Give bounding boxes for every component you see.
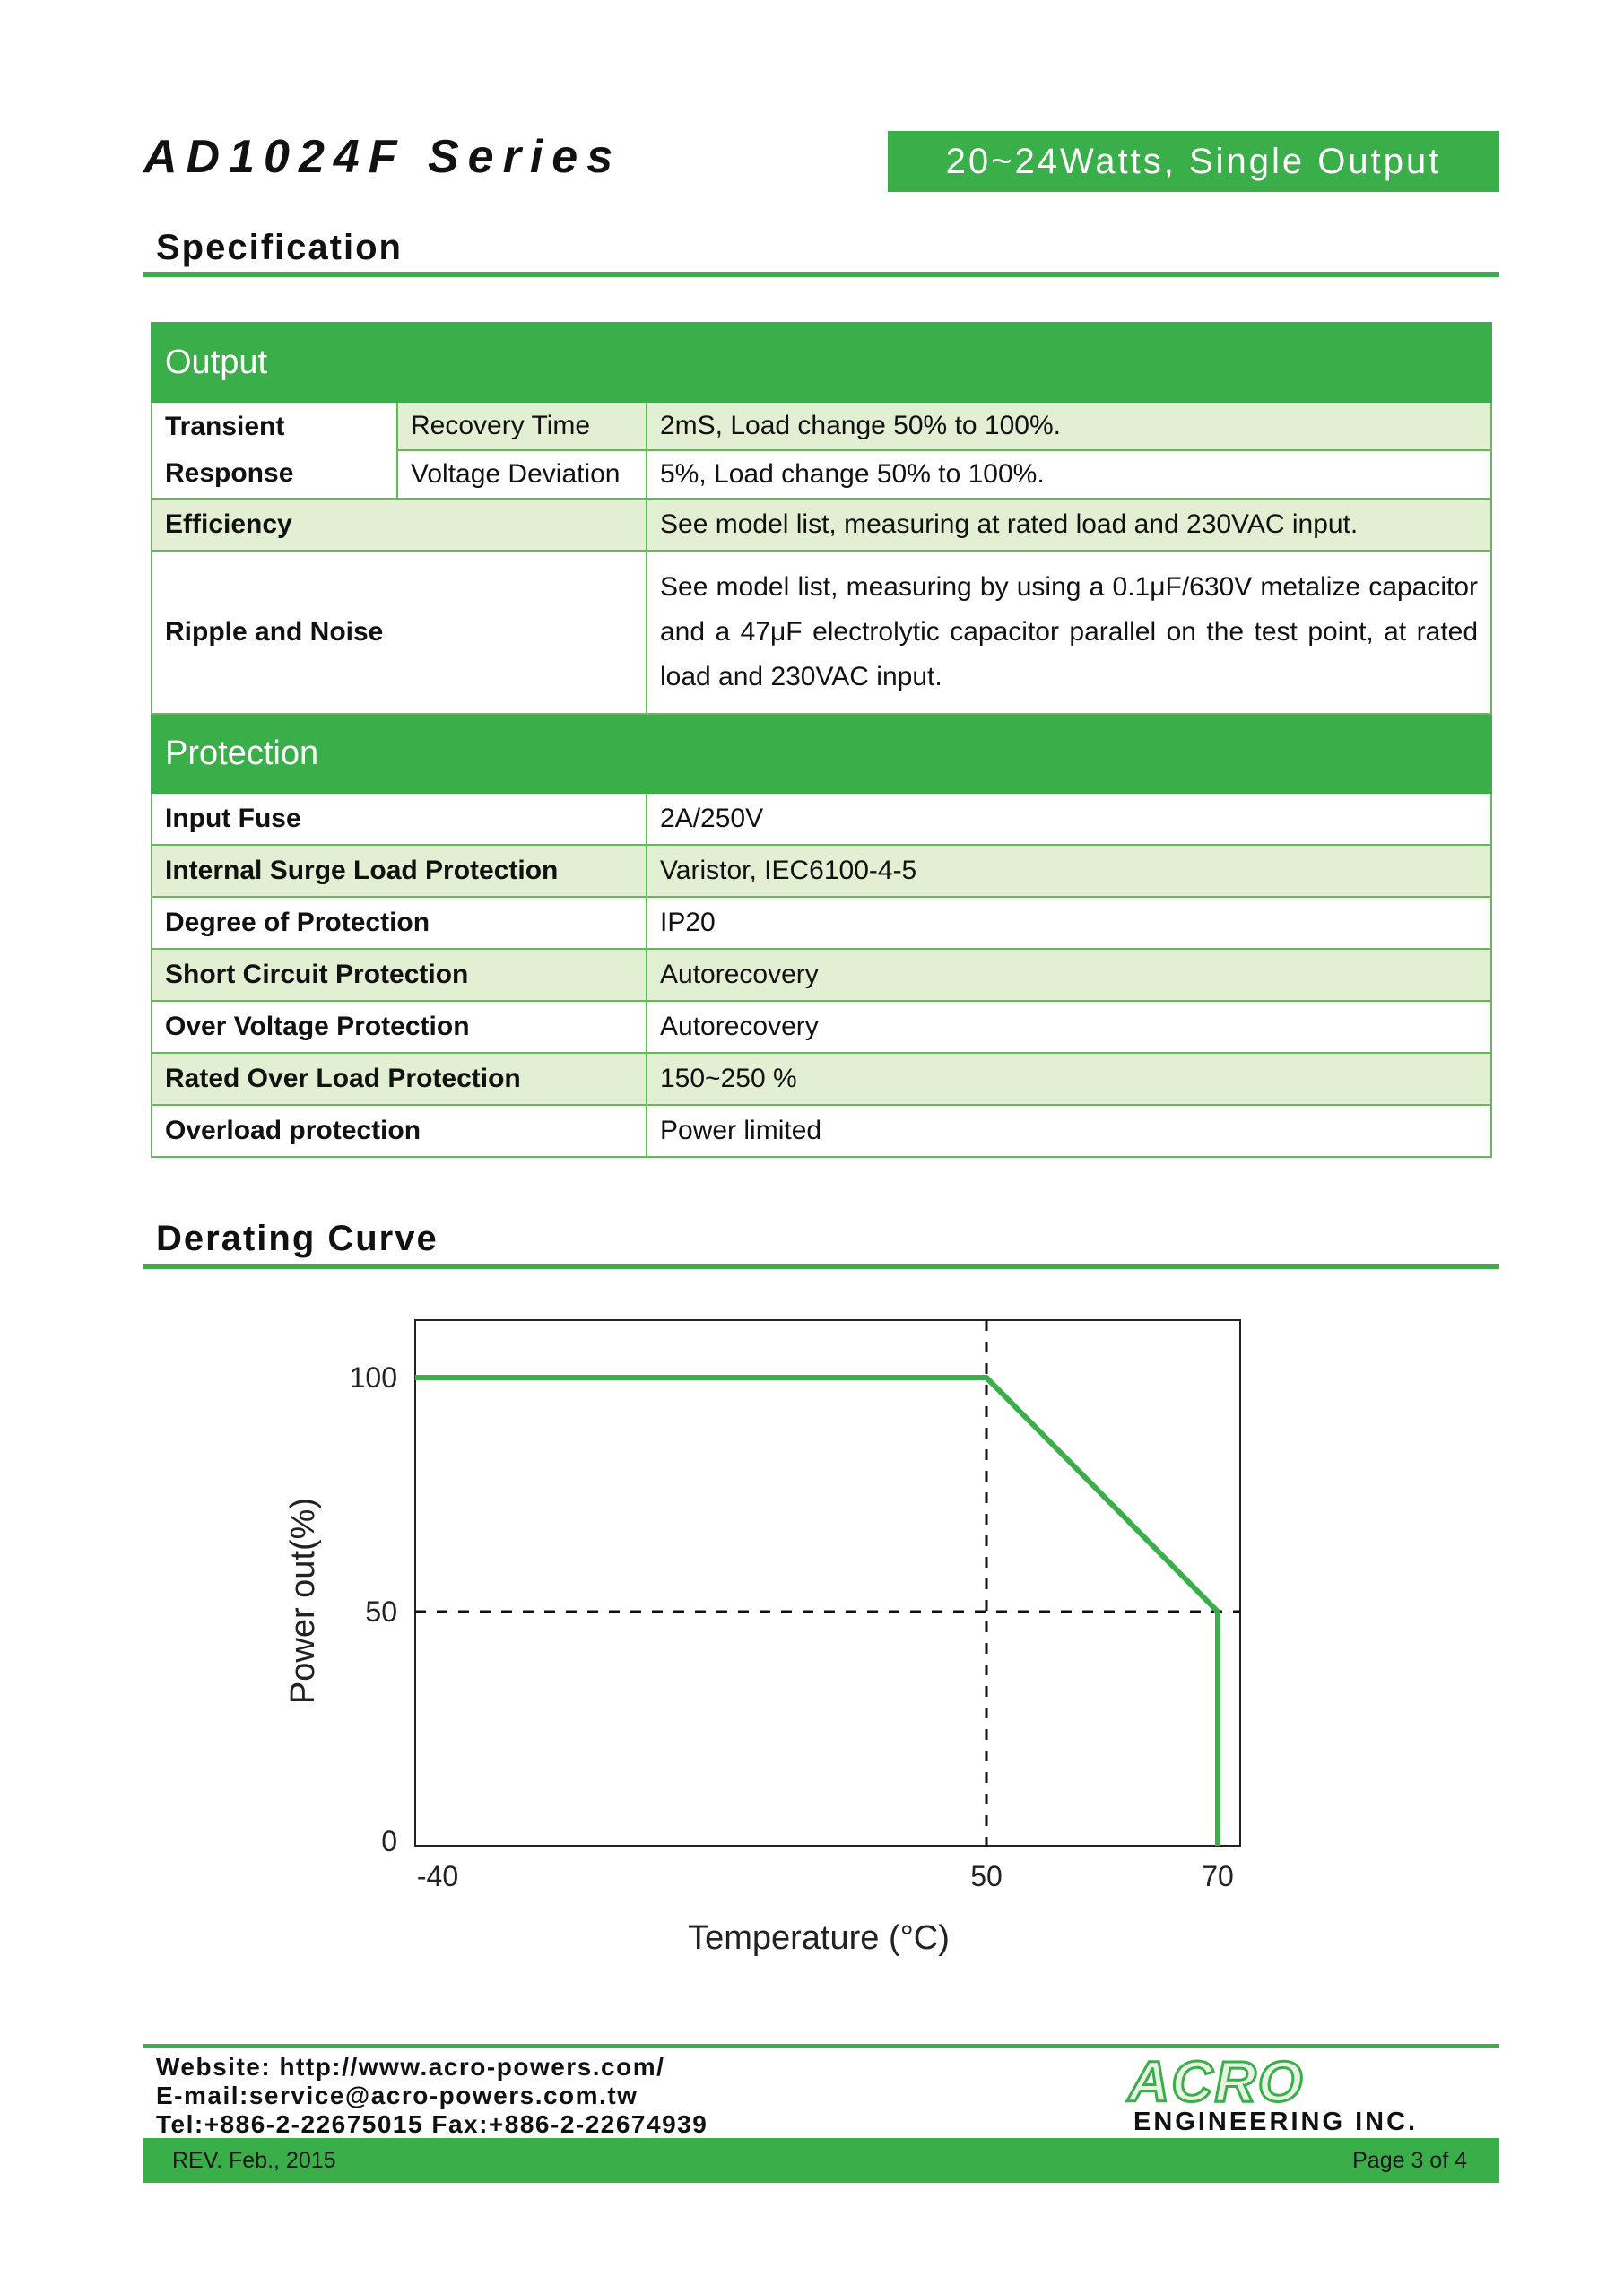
footer-bar [143, 2138, 1499, 2183]
protection-section-row [152, 714, 1491, 793]
x-tick-label: 50 [970, 1860, 1003, 1892]
protection-label: Over Voltage Protection [152, 1001, 647, 1053]
recovery-time-value: 2mS, Load change 50% to 100%. [647, 402, 1491, 450]
ripple-noise-label: Ripple and Noise [152, 551, 647, 714]
y-tick-label: 50 [365, 1595, 397, 1628]
y-tick-label: 0 [381, 1825, 397, 1857]
protection-value: 150~250 % [647, 1053, 1491, 1105]
footer-email: E-mail:service@acro-powers.com.tw [156, 2082, 638, 2109]
acro-logo-subtitle: ENGINEERING INC. [1133, 2108, 1419, 2136]
output-section-label: Output [152, 323, 1491, 402]
acro-logo: ACRO [1128, 2049, 1305, 2114]
spec-table [151, 322, 1492, 1158]
y-axis-title: Power out(%) [284, 1497, 322, 1705]
protection-label: Short Circuit Protection [152, 949, 647, 1001]
table-row [152, 1053, 1491, 1105]
derating-rule [143, 1264, 1499, 1269]
derating-heading: Derating Curve [156, 1219, 439, 1258]
recovery-time-label: Recovery Time [397, 402, 647, 450]
transient-label-line1: Transient [165, 412, 285, 441]
page-number: Page 3 of 4 [1352, 2148, 1467, 2173]
voltage-deviation-value: 5%, Load change 50% to 100%. [647, 450, 1491, 499]
x-axis-tick-labels [417, 1860, 1234, 1892]
protection-label: Degree of Protection [152, 897, 647, 949]
protection-value: Power limited [647, 1105, 1491, 1157]
protection-value: Varistor, IEC6100-4-5 [647, 845, 1491, 897]
footer-tel-fax: Tel:+886-2-22675015 Fax:+886-2-22674939 [156, 2110, 708, 2138]
protection-value: Autorecovery [647, 949, 1491, 1001]
efficiency-value: See model list, measuring at rated load and 230VAC input. [647, 499, 1491, 551]
watts-badge: 20~24Watts, Single Output [888, 131, 1499, 192]
x-axis-title: Temperature (°C) [688, 1919, 950, 1957]
y-tick-label: 100 [349, 1361, 397, 1394]
protection-label: Overload protection [152, 1105, 647, 1157]
x-tick-label: -40 [416, 1860, 459, 1892]
table-row [152, 1001, 1491, 1053]
derating-series-line [415, 1378, 1218, 1846]
plot-frame [415, 1320, 1240, 1846]
voltage-deviation-label: Voltage Deviation [397, 450, 647, 499]
output-section-row [152, 323, 1491, 402]
protection-label: Internal Surge Load Protection [152, 845, 647, 897]
specification-rule [143, 272, 1499, 277]
table-row [152, 845, 1491, 897]
table-row [152, 402, 1491, 450]
table-row [152, 897, 1491, 949]
revision-text: REV. Feb., 2015 [172, 2148, 336, 2173]
x-tick-label: 70 [1202, 1860, 1234, 1892]
table-row [152, 499, 1491, 551]
protection-value: Autorecovery [647, 1001, 1491, 1053]
derating-chart [269, 1314, 1273, 1978]
protection-label: Input Fuse [152, 793, 647, 845]
transient-label-line2: Response [165, 458, 294, 488]
table-row [152, 793, 1491, 845]
transient-response-label [152, 402, 397, 499]
series-title: AD1024F Series [143, 131, 622, 183]
protection-value: 2A/250V [647, 793, 1491, 845]
table-row [152, 949, 1491, 1001]
ripple-noise-value: See model list, measuring by using a 0.1μF/630V metalize capacitor and a 47μF electrolytic capacitor parallel on the test point, at rated load and 230VAC input. [647, 551, 1491, 714]
specification-heading: Specification [156, 228, 403, 267]
footer-website: Website: http://www.acro-powers.com/ [156, 2053, 665, 2081]
protection-section-label: Protection [152, 714, 1491, 793]
table-row [152, 551, 1491, 714]
table-row [152, 1105, 1491, 1157]
y-axis-tick-labels [350, 1361, 397, 1857]
protection-value: IP20 [647, 897, 1491, 949]
protection-label: Rated Over Load Protection [152, 1053, 647, 1105]
efficiency-label: Efficiency [152, 499, 647, 551]
